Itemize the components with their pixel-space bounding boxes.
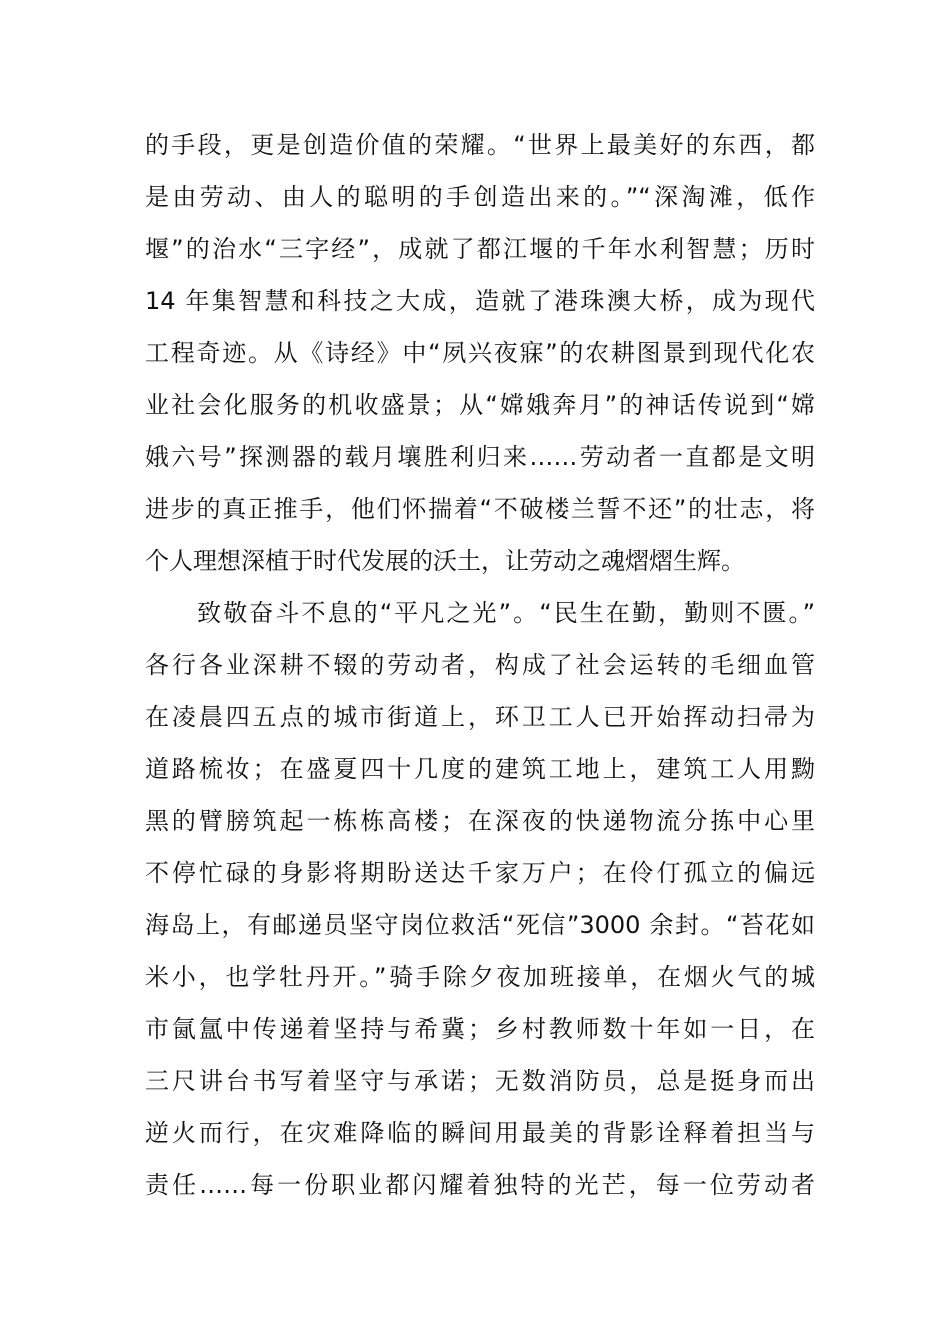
text-line: 各行各业深耕不辍的劳动者，构成了社会运转的毛细血管 <box>145 651 815 679</box>
text-line: 堰”的治水“三字经”，成就了都江堰的千年水利智慧；历时 <box>145 235 815 263</box>
text-line: 逆火而行，在灾难降临的瞬间用最美的背影诠释着担当与 <box>145 1119 815 1147</box>
body-text <box>145 119 815 1211</box>
text-line: 在凌晨四五点的城市街道上，环卫工人已开始挥动扫帚为 <box>145 703 815 731</box>
text-line: 责任……每一份职业都闪耀着独特的光芒，每一位劳动者 <box>145 1171 815 1199</box>
text-line: 14 年集智慧和科技之大成，造就了港珠澳大桥，成为现代 <box>145 287 815 315</box>
text-line: 娥六号”探测器的载月壤胜利归来……劳动者一直都是文明 <box>145 443 815 471</box>
text-line: 的手段，更是创造价值的荣耀。“世界上最美好的东西，都 <box>145 131 815 159</box>
text-line: 海岛上，有邮递员坚守岗位救活“死信”3000 余封。“苔花如 <box>145 911 815 939</box>
text-line: 业社会化服务的机收盛景；从“嫦娥奔月”的神话传说到“嫦 <box>145 391 815 419</box>
text-line: 黑的臂膀筑起一栋栋高楼；在深夜的快递物流分拣中心里 <box>145 807 815 835</box>
text-line: 进步的真正推手，他们怀揣着“不破楼兰誓不还”的壮志，将 <box>145 495 815 523</box>
text-line: 是由劳动、由人的聪明的手创造出来的。”“深淘滩，低作 <box>145 183 815 211</box>
paragraph-start-line: 致敬奋斗不息的“平凡之光”。“民生在勤，勤则不匮。” <box>145 599 815 627</box>
text-line: 工程奇迹。从《诗经》中“夙兴夜寐”的农耕图景到现代化农 <box>145 339 815 367</box>
text-line: 道路梳妆；在盛夏四十几度的建筑工地上，建筑工人用黝 <box>145 755 815 783</box>
paragraph-end-line: 个人理想深植于时代发展的沃土，让劳动之魂熠熠生辉。 <box>145 547 745 575</box>
text-line: 市氤氲中传递着坚持与希冀；乡村教师数十年如一日，在 <box>145 1015 815 1043</box>
text-line: 米小，也学牡丹开。”骑手除夕夜加班接单，在烟火气的城 <box>145 963 815 991</box>
text-line: 三尺讲台书写着坚守与承诺；无数消防员，总是挺身而出 <box>145 1067 815 1095</box>
text-line: 不停忙碌的身影将期盼送达千家万户；在伶仃孤立的偏远 <box>145 859 815 887</box>
